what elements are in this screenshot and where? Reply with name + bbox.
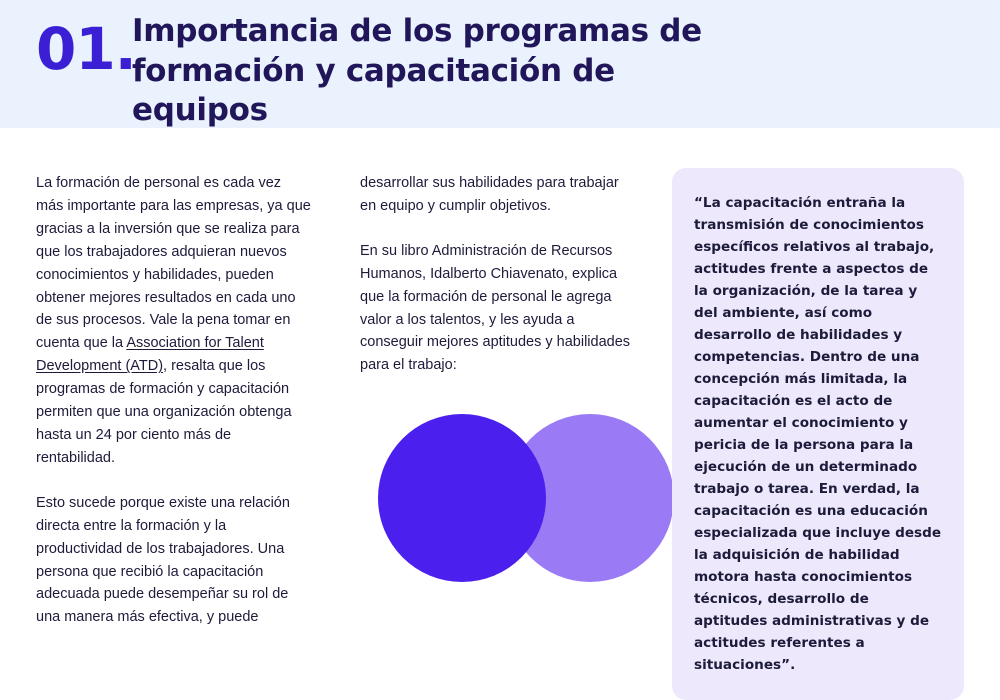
document-body (0, 128, 1000, 674)
section-number: 01. (36, 15, 136, 83)
paragraph-2: Esto sucede porque existe una relación directa entre la formación y la productividad de los trabajadores. Una persona que recibió la capacitación adecuada puede desempeñar su rol de una manera más efectiva, y puede (36, 494, 290, 626)
paragraph-4: En su libro Administración de Recursos Humanos, Idalberto Chiavenato, explica que la formación de personal le agrega valor a los talentos, y les ayuda a conseguir mejores aptitudes y habilidades para el trabajo: (360, 242, 631, 374)
quote-card (672, 168, 964, 700)
quote-text: “La capacitación entraña la transmisión de conocimientos específicos relativos al trabajo, actitudes frente a aspectos de la organización, de la tarea y del ambiente, así como desarrollo de habilidades y competencias. Dentro de una concepción más limitada, la capacitación es el acto de aumentar el conocimiento y pericia de la persona para la ejecución de un determinado trabajo o tarea. En verdad, la capacitación es una educación especializada que incluye desde la adquisición de habilidad motora hasta conocimientos técnicos, desarrollo de aptitudes administrativas y de actitudes referentes a situaciones”. (694, 195, 942, 674)
atd-link[interactable]: Association for Talent Development (ATD) (36, 335, 264, 375)
page-title-line-1: Importancia de los programas de (132, 13, 702, 49)
paragraph-3: desarrollar sus habilidades para trabajar en equipo y cumplir objetivos. (360, 175, 619, 214)
paragraph-1-text-after-link: , resalta que los programas de formación y capacitación permiten que una organización obtenga hasta un 24 por ciento más de rentabilidad. (36, 358, 292, 466)
section-header-band (0, 0, 1000, 128)
decorative-circles (378, 414, 674, 582)
text-column-left (36, 172, 312, 651)
page-title-line-2: formación y capacitación de equipos (132, 52, 615, 129)
page-title (132, 12, 732, 131)
text-column-middle (360, 172, 632, 399)
circle-dark-icon (378, 414, 546, 582)
paragraph-1 (36, 172, 312, 470)
section-header (36, 12, 732, 131)
paragraph-1-text-before-link: La formación de personal es cada vez más importante para las empresas, ya que gracias a la inversión que se realiza para que los trabajadores adquieran nuevos conocimientos y habilidades, pueden obtener mejores resultados en cada uno de sus procesos. Vale la pena tomar en cuenta que la (36, 175, 311, 352)
